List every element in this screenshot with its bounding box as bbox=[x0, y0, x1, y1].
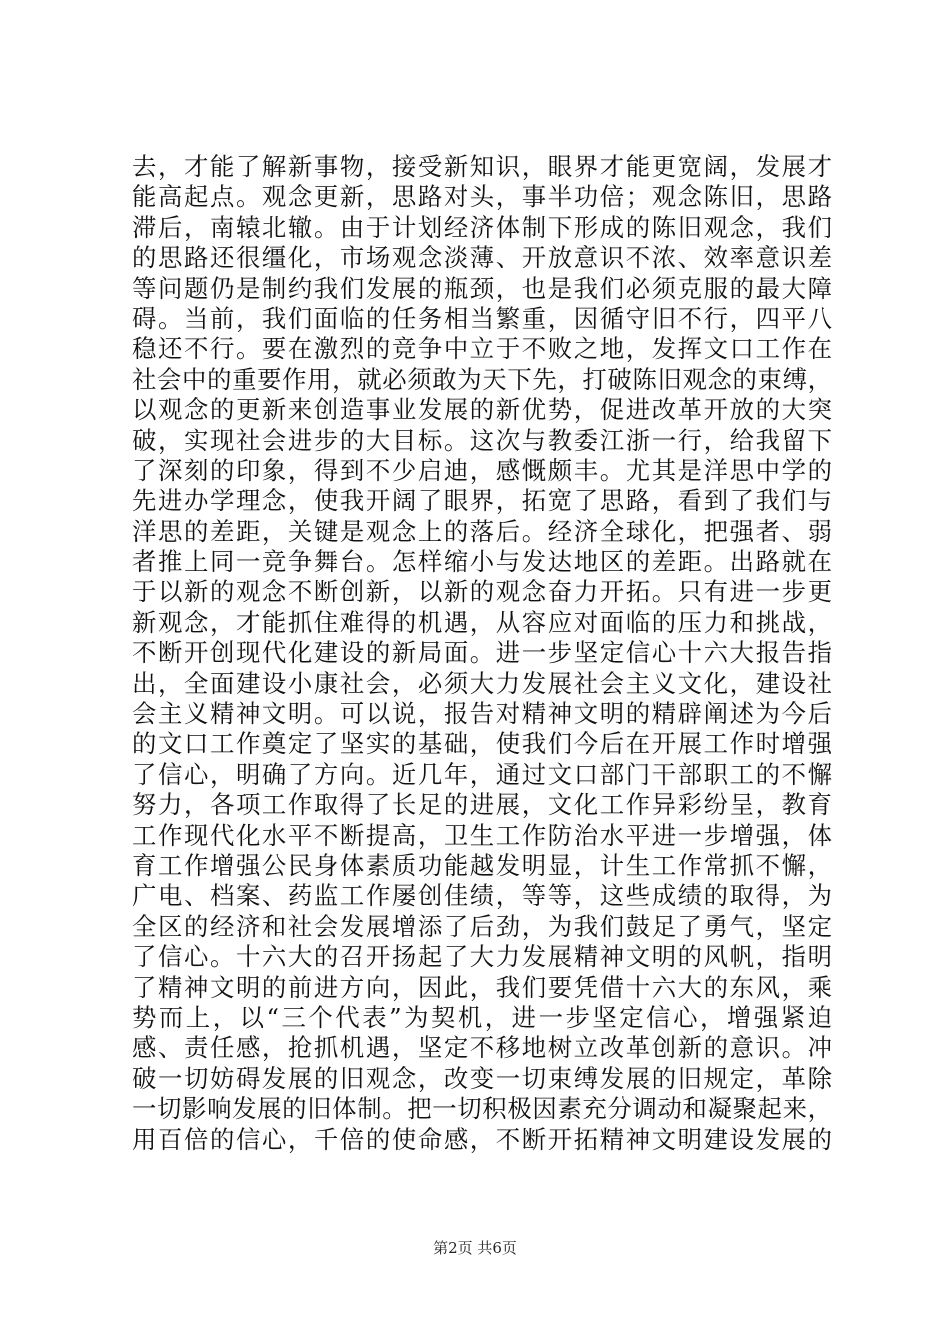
text-line: 破一切妨碍发展的旧观念，改变一切束缚发展的旧规定，革除 bbox=[132, 1063, 832, 1093]
page-number-footer: 第2页 共6页 bbox=[433, 1239, 517, 1257]
text-line: 了信心，明确了方向。近几年，通过文口部门干部职工的不懈 bbox=[132, 759, 832, 789]
text-line: 会主义精神文明。可以说，报告对精神文明的精辟阐述为今后 bbox=[132, 699, 832, 729]
text-line: 出，全面建设小康社会，必须大力发展社会主义文化，建设社 bbox=[132, 668, 832, 698]
body-text bbox=[132, 152, 832, 1155]
text-line: 新观念，才能抓住难得的机遇，从容应对面临的压力和挑战， bbox=[132, 607, 832, 637]
text-line: 社会中的重要作用，就必须敢为天下先，打破陈旧观念的束缚， bbox=[132, 364, 832, 394]
text-line: 滞后，南辕北辙。由于计划经济体制下形成的陈旧观念，我们 bbox=[132, 212, 832, 242]
text-line: 于以新的观念不断创新，以新的观念奋力开拓。只有进一步更 bbox=[132, 577, 832, 607]
text-line: 碍。当前，我们面临的任务相当繁重，因循守旧不行，四平八 bbox=[132, 303, 832, 333]
text-line: 努力，各项工作取得了长足的进展，文化工作异彩纷呈，教育 bbox=[132, 790, 832, 820]
text-line: 先进办学理念，使我开阔了眼界，拓宽了思路，看到了我们与 bbox=[132, 486, 832, 516]
text-line: 者推上同一竞争舞台。怎样缩小与发达地区的差距。出路就在 bbox=[132, 547, 832, 577]
text-line: 稳还不行。要在激烈的竞争中立于不败之地，发挥文口工作在 bbox=[132, 334, 832, 364]
text-line: 了深刻的印象，得到不少启迪，感慨颇丰。尤其是洋思中学的 bbox=[132, 455, 832, 485]
text-line: 全区的经济和社会发展增添了后劲，为我们鼓足了勇气，坚定 bbox=[132, 911, 832, 941]
text-line: 用百倍的信心，千倍的使命感，不断开拓精神文明建设发展的 bbox=[132, 1124, 832, 1154]
text-line: 的文口工作奠定了坚实的基础，使我们今后在开展工作时增强 bbox=[132, 729, 832, 759]
text-line: 不断开创现代化建设的新局面。进一步坚定信心十六大报告指 bbox=[132, 638, 832, 668]
text-line: 等问题仍是制约我们发展的瓶颈，也是我们必须克服的最大障 bbox=[132, 273, 832, 303]
text-line: 了精神文明的前进方向，因此，我们要凭借十六大的东风，乘 bbox=[132, 972, 832, 1002]
text-line: 能高起点。观念更新，思路对头，事半功倍；观念陈旧，思路 bbox=[132, 182, 832, 212]
text-line: 势而上，以“三个代表”为契机，进一步坚定信心，增强紧迫 bbox=[132, 1002, 832, 1032]
text-line: 去，才能了解新事物，接受新知识，眼界才能更宽阔，发展才 bbox=[132, 152, 832, 181]
text-line: 感、责任感，抢抓机遇，坚定不移地树立改革创新的意识。冲 bbox=[132, 1033, 832, 1063]
text-line: 工作现代化水平不断提高，卫生工作防治水平进一步增强，体 bbox=[132, 820, 832, 850]
text-line: 洋思的差距，关键是观念上的落后。经济全球化，把强者、弱 bbox=[132, 516, 832, 546]
text-line: 广电、档案、药监工作屡创佳绩，等等，这些成绩的取得，为 bbox=[132, 881, 832, 911]
text-line: 以观念的更新来创造事业发展的新优势，促进改革开放的大突 bbox=[132, 395, 832, 425]
text-line: 的思路还很缰化，市场观念淡薄、开放意识不浓、效率意识差 bbox=[132, 243, 832, 273]
text-line: 了信心。十六大的召开扬起了大力发展精神文明的风帆，指明 bbox=[132, 942, 832, 972]
text-line: 破，实现社会进步的大目标。这次与教委江浙一行，给我留下 bbox=[132, 425, 832, 455]
text-line: 一切影响发展的旧体制。把一切积极因素充分调动和凝聚起来， bbox=[132, 1094, 832, 1124]
text-line: 育工作增强公民身体素质功能越发明显，计生工作常抓不懈， bbox=[132, 850, 832, 880]
